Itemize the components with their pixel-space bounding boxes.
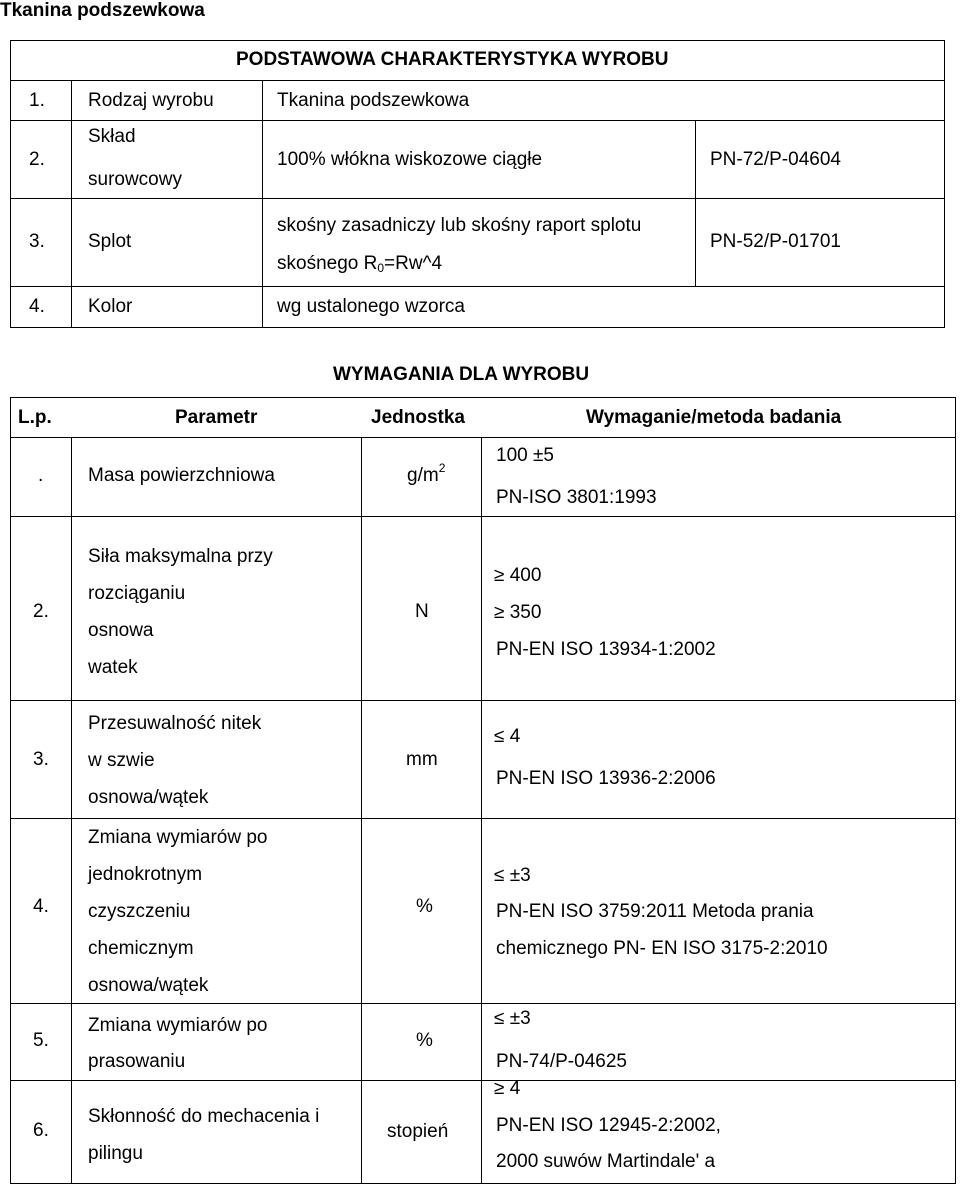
basic-row-norm: PN-52/P-01701 xyxy=(710,231,841,252)
req-row-requirement: ≤ ±3 xyxy=(494,865,531,886)
basic-row-value: skośny zasadniczy lub skośny raport splotu xyxy=(277,215,642,236)
req-row-number: 6. xyxy=(33,1120,49,1141)
req-row-method: PN-EN ISO 3759:2011 Metoda prania xyxy=(496,901,814,922)
req-row-requirement: ≥ 4 xyxy=(494,1078,521,1099)
req-row-unit: % xyxy=(416,1030,433,1051)
req-row-number: 4. xyxy=(33,896,49,917)
column-header-parametr: Parametr xyxy=(175,407,258,428)
basic-row-value-formula: skośnego $R_0=Rw\^{}4$ xyxy=(277,253,443,275)
basic-row-norm: PN-72/P-04604 xyxy=(710,149,841,170)
req-row-unit: stopień xyxy=(387,1121,449,1142)
req-row-param: pilingu xyxy=(88,1143,143,1164)
basic-row-label: Skład xyxy=(88,126,136,147)
req-row-method: chemicznego PN- EN ISO 3175-2:2010 xyxy=(496,938,828,959)
basic-row-number: 4. xyxy=(29,296,45,317)
req-row-param: Skłonność do mechacenia i xyxy=(88,1106,320,1127)
req-row-method: PN-74/P-04625 xyxy=(496,1051,627,1072)
basic-row-label: surowcowy xyxy=(88,169,182,190)
req-row-param: Zmiana wymiarów po xyxy=(88,827,268,848)
req-row-unit: $g/m^2$ xyxy=(407,461,446,486)
req-row-param: Zmiana wymiarów po xyxy=(88,1015,268,1036)
basic-row-label: Rodzaj wyrobu xyxy=(88,90,214,111)
req-row-number: . xyxy=(38,465,44,486)
req-row-unit: mm xyxy=(406,749,438,770)
req-row-param: chemicznym xyxy=(88,938,194,959)
req-row-param: watek xyxy=(88,657,138,678)
requirements-heading: WYMAGANIA DLA WYROBU xyxy=(333,364,590,385)
req-row-requirement: ≥ 350 xyxy=(494,602,542,623)
req-row-param: jednokrotnym xyxy=(88,864,203,885)
req-row-param: w szwie xyxy=(88,750,155,771)
req-row-requirement: 100 ±5 xyxy=(496,445,554,466)
req-row-param: osnowa/wątek xyxy=(88,975,209,996)
basic-row-value: 100% włókna wiskozowe ciągłe xyxy=(277,149,543,170)
basic-row-number: 1. xyxy=(29,90,45,111)
req-row-method: PN-EN ISO 13936-2:2006 xyxy=(496,768,716,789)
req-row-method: 2000 suwów Martindale' a xyxy=(496,1151,716,1172)
column-header-jednostka: Jednostka xyxy=(371,407,465,428)
basic-row-label: Kolor xyxy=(88,296,133,317)
column-header-lp: L.p. xyxy=(18,407,52,428)
req-row-requirement: ≤ 4 xyxy=(494,726,521,747)
document-title: Tkanina podszewkowa xyxy=(0,0,205,21)
req-row-requirement: ≥ 400 xyxy=(494,565,542,586)
basic-row-value: wg ustalonego wzorca xyxy=(277,296,465,317)
req-row-unit: N xyxy=(415,601,429,622)
basic-row-number: 3. xyxy=(29,231,45,252)
req-row-number: 2. xyxy=(33,601,49,622)
req-row-param: osnowa xyxy=(88,620,154,641)
req-row-param: Masa powierzchniowa xyxy=(88,465,275,486)
req-row-method: PN-EN ISO 12945-2:2002, xyxy=(496,1115,721,1136)
req-row-param: Przesuwalność nitek xyxy=(88,713,262,734)
basic-row-value: Tkanina podszewkowa xyxy=(277,90,470,111)
column-header-wymaganie: Wymaganie/metoda badania xyxy=(586,407,842,428)
req-row-param: Siła maksymalna przy xyxy=(88,546,273,567)
req-row-method: PN-EN ISO 13934-1:2002 xyxy=(496,639,716,660)
req-row-unit: % xyxy=(416,896,433,917)
req-row-param: osnowa/wątek xyxy=(88,787,209,808)
basic-row-label: Splot xyxy=(88,231,132,252)
req-row-param: rozciąganiu xyxy=(88,583,186,604)
req-row-method: PN-ISO 3801:1993 xyxy=(496,487,657,508)
req-row-param: czyszczeniu xyxy=(88,901,191,922)
basic-table-heading: PODSTAWOWA CHARAKTERYSTYKA WYROBU xyxy=(236,49,669,70)
req-row-param: prasowaniu xyxy=(88,1051,186,1072)
req-row-requirement: ≤ ±3 xyxy=(494,1008,531,1029)
req-row-number: 3. xyxy=(33,749,49,770)
basic-row-number: 2. xyxy=(29,149,45,170)
req-row-number: 5. xyxy=(33,1030,49,1051)
